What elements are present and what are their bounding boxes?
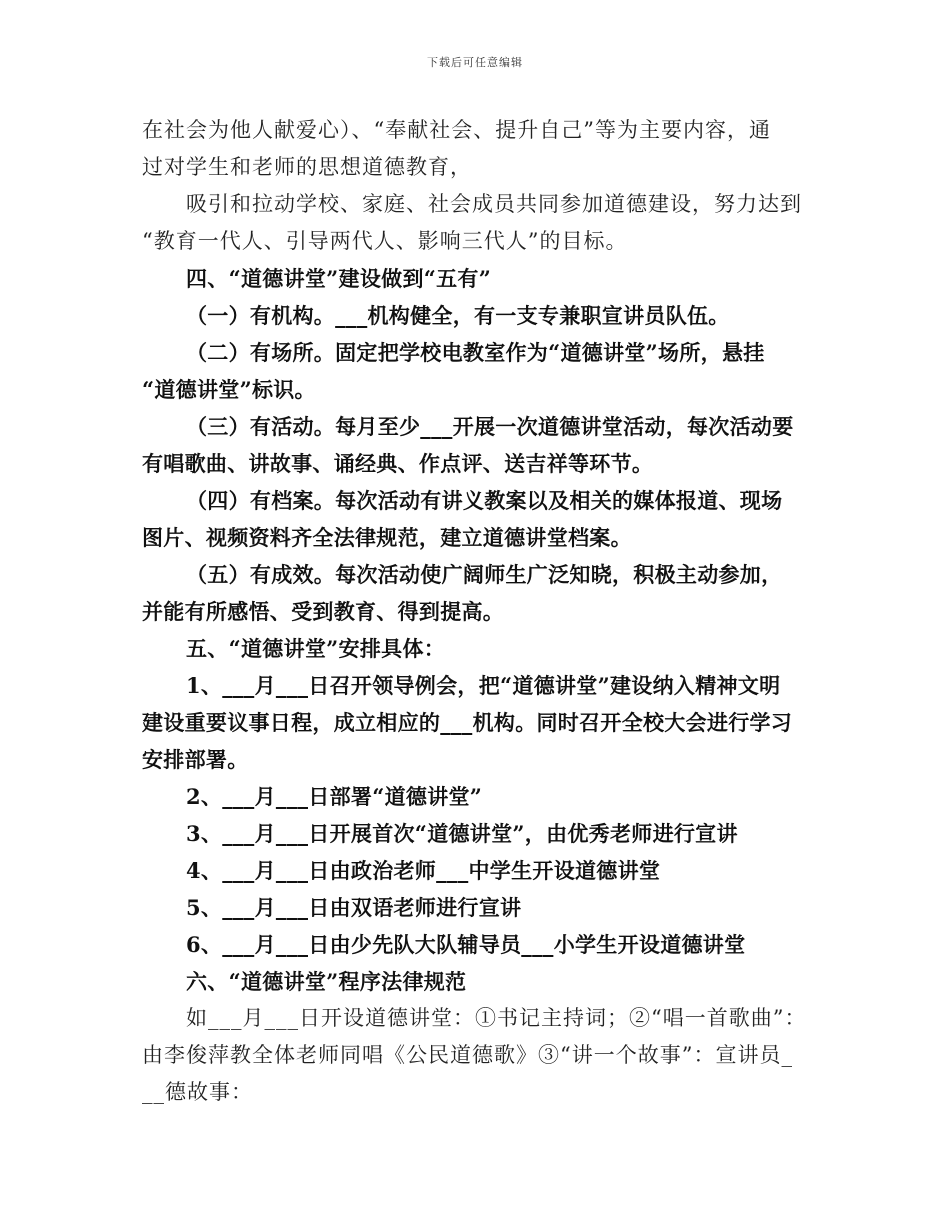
text-line-4: “教育一代人、引导两代人、影响三代人”的目标。 [142,229,628,253]
schedule-item-5: 5、___月___日由双语老师进行宣讲 [186,895,522,920]
section-heading-6: 六、“道德讲堂”程序法律规范 [186,969,467,994]
item-venue-cont: “道德讲堂”标识。 [142,377,316,402]
item-effect: （五）有成效。每次活动使广阔师生广泛知晓，积极主动参加， [186,562,783,587]
schedule-item-3: 3、___月___日开展首次“道德讲堂”，由优秀老师进行宣讲 [186,821,738,846]
section-heading-5: 五、“道德讲堂”安排具体： [186,636,446,661]
text-line-3: 吸引和拉动学校、家庭、社会成员共同参加道德建设，努力达到 [186,192,802,216]
item-archive-cont: 图片、视频资料齐全法律规范，建立道德讲堂档案。 [142,525,632,550]
procedure-line-2: 由李俊萍教全体老师同唱《公民道德歌》③“讲一个故事”：宣讲员_ [142,1043,793,1067]
section-heading-4: 四、“道德讲堂”建设做到“五有” [186,266,492,291]
document-body [142,112,814,1111]
item-activity: （三）有活动。每月至少___开展一次道德讲堂活动，每次活动要 [186,414,794,439]
text-line-2: 过对学生和老师的思想道德教育， [142,155,472,179]
schedule-item-1-cont: 建设重要议事日程，成立相应的___机构。同时召开全校大会进行学习 [142,710,793,735]
page-header: 下载后可任意编辑 [427,56,523,69]
item-archive: （四）有档案。每次活动有讲义教案以及相关的媒体报道、现场 [186,488,783,513]
schedule-item-4: 4、___月___日由政治老师___中学生开设道德讲堂 [186,858,661,883]
item-activity-cont: 有唱歌曲、讲故事、诵经典、作点评、送吉祥等环节。 [142,451,654,476]
item-effect-cont: 并能有所感悟、受到教育、得到提高。 [142,599,505,624]
schedule-item-1: 1、___月___日召开领导例会，把“道德讲堂”建设纳入精神文明 [186,673,781,698]
schedule-item-2: 2、___月___日部署“道德讲堂” [186,784,483,809]
procedure-line-1: 如___月___日开设道德讲堂：①书记主持词；②“唱一首歌曲”： [186,1006,807,1030]
procedure-line-3: __德故事： [142,1080,253,1104]
item-organization: （一）有机构。___机构健全，有一支专兼职宣讲员队伍。 [186,303,730,328]
text-line-1: 在社会为他人献爱心）、“奉献社会、提升自己”等为主要内容，通 [142,118,771,142]
schedule-item-1-cont2: 安排部署。 [142,747,249,772]
item-venue: （二）有场所。固定把学校电教室作为“道德讲堂”场所，悬挂 [186,340,765,365]
schedule-item-6: 6、___月___日由少先队大队辅导员___小学生开设道德讲堂 [186,932,746,957]
